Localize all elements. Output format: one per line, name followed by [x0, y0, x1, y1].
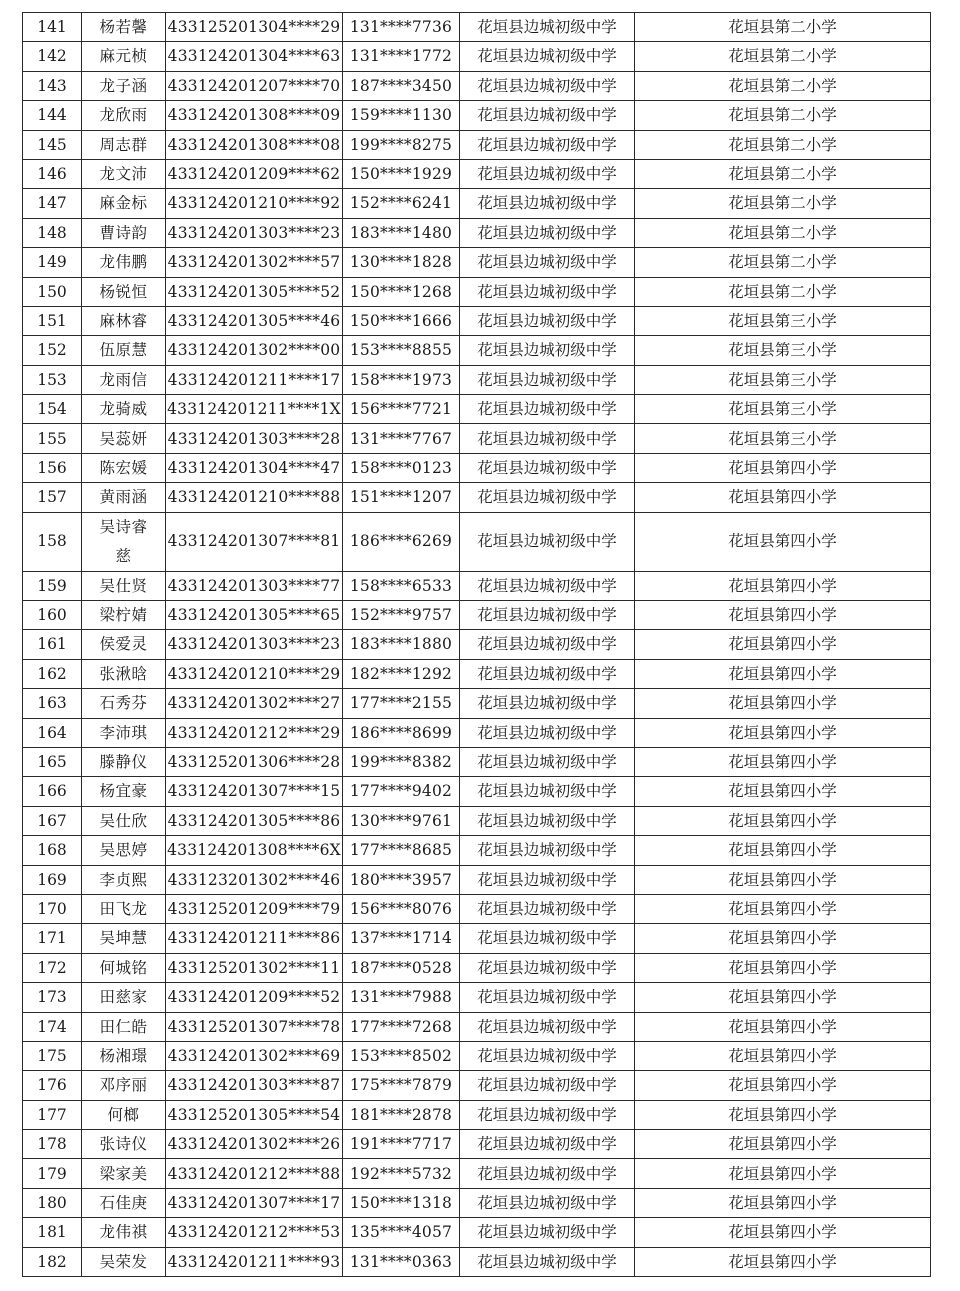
middle-school-cell: 花垣县边城初级中学: [460, 512, 635, 571]
middle-school-cell: 花垣县边城初级中学: [460, 101, 635, 130]
middle-school-cell: 花垣县边城初级中学: [460, 983, 635, 1012]
table-row: [23, 424, 931, 453]
table-row: [23, 1130, 931, 1159]
phone-number-cell: 177****2155: [343, 689, 460, 718]
row-number-cell: 146: [23, 159, 82, 188]
id-number-cell: 433125201304****29: [166, 13, 343, 42]
table-row: [23, 512, 931, 571]
table-row: [23, 1012, 931, 1041]
id-number-cell: 433124201307****17: [166, 1188, 343, 1217]
table-row: [23, 1071, 931, 1100]
student-name-cell: 田慈家: [82, 983, 166, 1012]
id-number-cell: 433124201305****65: [166, 601, 343, 630]
id-number-cell: 433124201305****46: [166, 306, 343, 335]
phone-number-cell: 177****7268: [343, 1012, 460, 1041]
id-number-cell: 433124201303****77: [166, 571, 343, 600]
table-row: [23, 1159, 931, 1188]
table-row: [23, 248, 931, 277]
row-number-cell: 162: [23, 659, 82, 688]
primary-school-cell: 花垣县第四小学: [635, 630, 931, 659]
middle-school-cell: 花垣县边城初级中学: [460, 924, 635, 953]
id-number-cell: 433124201211****17: [166, 365, 343, 394]
row-number-cell: 165: [23, 747, 82, 776]
id-number-cell: 433124201308****09: [166, 101, 343, 130]
student-name-cell: 石佳庚: [82, 1188, 166, 1217]
primary-school-cell: 花垣县第四小学: [635, 571, 931, 600]
id-number-cell: 433124201210****92: [166, 189, 343, 218]
table-row: [23, 159, 931, 188]
row-number-cell: 166: [23, 777, 82, 806]
table-row: [23, 865, 931, 894]
primary-school-cell: 花垣县第四小学: [635, 689, 931, 718]
middle-school-cell: 花垣县边城初级中学: [460, 894, 635, 923]
phone-number-cell: 192****5732: [343, 1159, 460, 1188]
middle-school-cell: 花垣县边城初级中学: [460, 453, 635, 482]
id-number-cell: 433124201209****52: [166, 983, 343, 1012]
row-number-cell: 170: [23, 894, 82, 923]
middle-school-cell: 花垣县边城初级中学: [460, 424, 635, 453]
row-number-cell: 159: [23, 571, 82, 600]
student-name-cell: 吴仕贤: [82, 571, 166, 600]
row-number-cell: 167: [23, 806, 82, 835]
id-number-cell: 433124201304****63: [166, 42, 343, 71]
middle-school-cell: 花垣县边城初级中学: [460, 1041, 635, 1070]
phone-number-cell: 183****1480: [343, 218, 460, 247]
id-number-cell: 433124201305****52: [166, 277, 343, 306]
student-name-cell: 石秀芬: [82, 689, 166, 718]
student-name-cell: 吴诗睿慈: [82, 512, 166, 571]
table-row: [23, 924, 931, 953]
row-number-cell: 149: [23, 248, 82, 277]
phone-number-cell: 150****1666: [343, 306, 460, 335]
primary-school-cell: 花垣县第二小学: [635, 277, 931, 306]
table-row: [23, 1100, 931, 1129]
phone-number-cell: 158****6533: [343, 571, 460, 600]
middle-school-cell: 花垣县边城初级中学: [460, 836, 635, 865]
table-row: [23, 1188, 931, 1217]
table-row: [23, 747, 931, 776]
row-number-cell: 176: [23, 1071, 82, 1100]
row-number-cell: 161: [23, 630, 82, 659]
middle-school-cell: 花垣县边城初级中学: [460, 159, 635, 188]
id-number-cell: 433123201302****46: [166, 865, 343, 894]
student-name-cell: 吴蕊妍: [82, 424, 166, 453]
row-number-cell: 151: [23, 306, 82, 335]
row-number-cell: 147: [23, 189, 82, 218]
id-number-cell: 433124201210****88: [166, 483, 343, 512]
phone-number-cell: 177****8685: [343, 836, 460, 865]
table-row: [23, 777, 931, 806]
student-name-cell: 何榔: [82, 1100, 166, 1129]
middle-school-cell: 花垣县边城初级中学: [460, 718, 635, 747]
id-number-cell: 433125201209****79: [166, 894, 343, 923]
phone-number-cell: 199****8275: [343, 130, 460, 159]
id-number-cell: 433124201212****53: [166, 1218, 343, 1247]
phone-number-cell: 131****7988: [343, 983, 460, 1012]
primary-school-cell: 花垣县第四小学: [635, 483, 931, 512]
phone-number-cell: 153****8502: [343, 1041, 460, 1070]
phone-number-cell: 152****9757: [343, 601, 460, 630]
row-number-cell: 157: [23, 483, 82, 512]
row-number-cell: 171: [23, 924, 82, 953]
primary-school-cell: 花垣县第二小学: [635, 189, 931, 218]
primary-school-cell: 花垣县第四小学: [635, 1130, 931, 1159]
row-number-cell: 177: [23, 1100, 82, 1129]
middle-school-cell: 花垣县边城初级中学: [460, 1247, 635, 1276]
primary-school-cell: 花垣县第三小学: [635, 365, 931, 394]
id-number-cell: 433124201307****81: [166, 512, 343, 571]
id-number-cell: 433125201302****11: [166, 953, 343, 982]
id-number-cell: 433124201305****86: [166, 806, 343, 835]
student-name-cell: 李沛琪: [82, 718, 166, 747]
table-row: [23, 1247, 931, 1276]
primary-school-cell: 花垣县第二小学: [635, 248, 931, 277]
student-table-body: [23, 13, 931, 1277]
middle-school-cell: 花垣县边城初级中学: [460, 483, 635, 512]
student-name-cell: 何城铭: [82, 953, 166, 982]
id-number-cell: 433124201303****23: [166, 218, 343, 247]
primary-school-cell: 花垣县第二小学: [635, 130, 931, 159]
id-number-cell: 433124201304****47: [166, 453, 343, 482]
phone-number-cell: 183****1880: [343, 630, 460, 659]
row-number-cell: 154: [23, 395, 82, 424]
table-row: [23, 218, 931, 247]
id-number-cell: 433124201302****00: [166, 336, 343, 365]
student-name-cell: 陈宏媛: [82, 453, 166, 482]
phone-number-cell: 153****8855: [343, 336, 460, 365]
middle-school-cell: 花垣县边城初级中学: [460, 1100, 635, 1129]
id-number-cell: 433125201305****54: [166, 1100, 343, 1129]
middle-school-cell: 花垣县边城初级中学: [460, 1071, 635, 1100]
student-table: [22, 12, 931, 1277]
phone-number-cell: 199****8382: [343, 747, 460, 776]
row-number-cell: 181: [23, 1218, 82, 1247]
phone-number-cell: 150****1268: [343, 277, 460, 306]
primary-school-cell: 花垣县第四小学: [635, 924, 931, 953]
id-number-cell: 433125201306****28: [166, 747, 343, 776]
id-number-cell: 433124201212****29: [166, 718, 343, 747]
table-row: [23, 101, 931, 130]
middle-school-cell: 花垣县边城初级中学: [460, 630, 635, 659]
id-number-cell: 433124201303****87: [166, 1071, 343, 1100]
id-number-cell: 433124201302****69: [166, 1041, 343, 1070]
student-list-sheet: [22, 12, 930, 1277]
student-name-cell: 龙欣雨: [82, 101, 166, 130]
row-number-cell: 169: [23, 865, 82, 894]
primary-school-cell: 花垣县第四小学: [635, 1071, 931, 1100]
id-number-cell: 433124201308****08: [166, 130, 343, 159]
primary-school-cell: 花垣县第四小学: [635, 718, 931, 747]
middle-school-cell: 花垣县边城初级中学: [460, 1130, 635, 1159]
middle-school-cell: 花垣县边城初级中学: [460, 1218, 635, 1247]
table-row: [23, 71, 931, 100]
primary-school-cell: 花垣县第三小学: [635, 336, 931, 365]
middle-school-cell: 花垣县边城初级中学: [460, 189, 635, 218]
table-row: [23, 894, 931, 923]
primary-school-cell: 花垣县第四小学: [635, 806, 931, 835]
id-number-cell: 433124201303****23: [166, 630, 343, 659]
middle-school-cell: 花垣县边城初级中学: [460, 659, 635, 688]
row-number-cell: 164: [23, 718, 82, 747]
row-number-cell: 163: [23, 689, 82, 718]
student-name-cell: 张湫晗: [82, 659, 166, 688]
primary-school-cell: 花垣县第四小学: [635, 1218, 931, 1247]
student-name-cell: 龙雨信: [82, 365, 166, 394]
phone-number-cell: 130****9761: [343, 806, 460, 835]
phone-number-cell: 156****7721: [343, 395, 460, 424]
row-number-cell: 150: [23, 277, 82, 306]
table-row: [23, 336, 931, 365]
primary-school-cell: 花垣县第二小学: [635, 218, 931, 247]
student-name-cell: 麻元桢: [82, 42, 166, 71]
primary-school-cell: 花垣县第四小学: [635, 953, 931, 982]
table-row: [23, 836, 931, 865]
primary-school-cell: 花垣县第四小学: [635, 601, 931, 630]
table-row: [23, 130, 931, 159]
student-name-cell: 杨若馨: [82, 13, 166, 42]
primary-school-cell: 花垣县第四小学: [635, 777, 931, 806]
row-number-cell: 148: [23, 218, 82, 247]
table-row: [23, 306, 931, 335]
middle-school-cell: 花垣县边城初级中学: [460, 277, 635, 306]
row-number-cell: 153: [23, 365, 82, 394]
id-number-cell: 433124201211****93: [166, 1247, 343, 1276]
id-number-cell: 433124201302****57: [166, 248, 343, 277]
id-number-cell: 433124201308****6X: [166, 836, 343, 865]
student-name-cell: 伍原慧: [82, 336, 166, 365]
student-name-cell: 滕静仪: [82, 747, 166, 776]
student-name-cell: 吴思婷: [82, 836, 166, 865]
middle-school-cell: 花垣县边城初级中学: [460, 1188, 635, 1217]
phone-number-cell: 158****0123: [343, 453, 460, 482]
student-name-cell: 杨湘璟: [82, 1041, 166, 1070]
id-number-cell: 433124201209****62: [166, 159, 343, 188]
id-number-cell: 433124201303****28: [166, 424, 343, 453]
row-number-cell: 144: [23, 101, 82, 130]
phone-number-cell: 152****6241: [343, 189, 460, 218]
student-name-cell: 龙子涵: [82, 71, 166, 100]
phone-number-cell: 186****8699: [343, 718, 460, 747]
student-name-cell: 邓序丽: [82, 1071, 166, 1100]
student-name-cell: 杨锐恒: [82, 277, 166, 306]
id-number-cell: 433124201207****70: [166, 71, 343, 100]
student-name-cell: 田飞龙: [82, 894, 166, 923]
table-row: [23, 42, 931, 71]
primary-school-cell: 花垣县第四小学: [635, 1041, 931, 1070]
primary-school-cell: 花垣县第四小学: [635, 747, 931, 776]
middle-school-cell: 花垣县边城初级中学: [460, 306, 635, 335]
middle-school-cell: 花垣县边城初级中学: [460, 395, 635, 424]
table-row: [23, 395, 931, 424]
phone-number-cell: 130****1828: [343, 248, 460, 277]
row-number-cell: 175: [23, 1041, 82, 1070]
student-name-cell: 龙伟祺: [82, 1218, 166, 1247]
primary-school-cell: 花垣县第二小学: [635, 159, 931, 188]
row-number-cell: 152: [23, 336, 82, 365]
row-number-cell: 141: [23, 13, 82, 42]
student-name-cell: 龙骑威: [82, 395, 166, 424]
table-row: [23, 601, 931, 630]
student-name-cell: 麻金标: [82, 189, 166, 218]
primary-school-cell: 花垣县第四小学: [635, 453, 931, 482]
row-number-cell: 145: [23, 130, 82, 159]
primary-school-cell: 花垣县第二小学: [635, 101, 931, 130]
primary-school-cell: 花垣县第三小学: [635, 306, 931, 335]
middle-school-cell: 花垣县边城初级中学: [460, 865, 635, 894]
row-number-cell: 142: [23, 42, 82, 71]
id-number-cell: 433124201212****88: [166, 1159, 343, 1188]
id-number-cell: 433124201307****15: [166, 777, 343, 806]
row-number-cell: 182: [23, 1247, 82, 1276]
student-name-cell: 杨宜豪: [82, 777, 166, 806]
primary-school-cell: 花垣县第四小学: [635, 983, 931, 1012]
phone-number-cell: 131****7767: [343, 424, 460, 453]
student-name-cell: 麻林睿: [82, 306, 166, 335]
primary-school-cell: 花垣县第二小学: [635, 13, 931, 42]
phone-number-cell: 182****1292: [343, 659, 460, 688]
phone-number-cell: 187****0528: [343, 953, 460, 982]
table-row: [23, 189, 931, 218]
phone-number-cell: 186****6269: [343, 512, 460, 571]
middle-school-cell: 花垣县边城初级中学: [460, 365, 635, 394]
student-name-cell: 梁家美: [82, 1159, 166, 1188]
primary-school-cell: 花垣县第四小学: [635, 1247, 931, 1276]
table-row: [23, 1218, 931, 1247]
student-name-cell: 吴荣发: [82, 1247, 166, 1276]
middle-school-cell: 花垣县边城初级中学: [460, 13, 635, 42]
middle-school-cell: 花垣县边城初级中学: [460, 777, 635, 806]
row-number-cell: 156: [23, 453, 82, 482]
phone-number-cell: 175****7879: [343, 1071, 460, 1100]
primary-school-cell: 花垣县第四小学: [635, 512, 931, 571]
phone-number-cell: 180****3957: [343, 865, 460, 894]
phone-number-cell: 131****1772: [343, 42, 460, 71]
phone-number-cell: 156****8076: [343, 894, 460, 923]
phone-number-cell: 150****1929: [343, 159, 460, 188]
row-number-cell: 174: [23, 1012, 82, 1041]
row-number-cell: 158: [23, 512, 82, 571]
table-row: [23, 953, 931, 982]
middle-school-cell: 花垣县边城初级中学: [460, 248, 635, 277]
row-number-cell: 178: [23, 1130, 82, 1159]
phone-number-cell: 131****7736: [343, 13, 460, 42]
student-name-cell: 龙文沛: [82, 159, 166, 188]
phone-number-cell: 151****1207: [343, 483, 460, 512]
primary-school-cell: 花垣县第四小学: [635, 1159, 931, 1188]
middle-school-cell: 花垣县边城初级中学: [460, 218, 635, 247]
middle-school-cell: 花垣县边城初级中学: [460, 571, 635, 600]
row-number-cell: 173: [23, 983, 82, 1012]
primary-school-cell: 花垣县第二小学: [635, 71, 931, 100]
middle-school-cell: 花垣县边城初级中学: [460, 42, 635, 71]
row-number-cell: 179: [23, 1159, 82, 1188]
primary-school-cell: 花垣县第四小学: [635, 894, 931, 923]
student-name-cell: 梁柠婧: [82, 601, 166, 630]
table-row: [23, 571, 931, 600]
student-name-cell: 田仁皓: [82, 1012, 166, 1041]
table-row: [23, 806, 931, 835]
id-number-cell: 433124201210****29: [166, 659, 343, 688]
middle-school-cell: 花垣县边城初级中学: [460, 1159, 635, 1188]
student-name-cell: 曹诗韵: [82, 218, 166, 247]
table-row: [23, 453, 931, 482]
table-row: [23, 689, 931, 718]
student-name-cell: 黄雨涵: [82, 483, 166, 512]
id-number-cell: 433124201211****86: [166, 924, 343, 953]
phone-number-cell: 158****1973: [343, 365, 460, 394]
primary-school-cell: 花垣县第四小学: [635, 1012, 931, 1041]
phone-number-cell: 177****9402: [343, 777, 460, 806]
primary-school-cell: 花垣县第三小学: [635, 424, 931, 453]
primary-school-cell: 花垣县第二小学: [635, 42, 931, 71]
middle-school-cell: 花垣县边城初级中学: [460, 806, 635, 835]
primary-school-cell: 花垣县第四小学: [635, 1100, 931, 1129]
primary-school-cell: 花垣县第三小学: [635, 395, 931, 424]
table-row: [23, 983, 931, 1012]
primary-school-cell: 花垣县第四小学: [635, 836, 931, 865]
table-row: [23, 1041, 931, 1070]
phone-number-cell: 135****4057: [343, 1218, 460, 1247]
student-name-cell: 周志群: [82, 130, 166, 159]
row-number-cell: 168: [23, 836, 82, 865]
table-row: [23, 483, 931, 512]
middle-school-cell: 花垣县边城初级中学: [460, 953, 635, 982]
phone-number-cell: 187****3450: [343, 71, 460, 100]
id-number-cell: 433124201211****1X: [166, 395, 343, 424]
row-number-cell: 143: [23, 71, 82, 100]
middle-school-cell: 花垣县边城初级中学: [460, 689, 635, 718]
row-number-cell: 160: [23, 601, 82, 630]
middle-school-cell: 花垣县边城初级中学: [460, 71, 635, 100]
primary-school-cell: 花垣县第四小学: [635, 659, 931, 688]
primary-school-cell: 花垣县第四小学: [635, 1188, 931, 1217]
middle-school-cell: 花垣县边城初级中学: [460, 336, 635, 365]
id-number-cell: 433125201307****78: [166, 1012, 343, 1041]
phone-number-cell: 181****2878: [343, 1100, 460, 1129]
student-name-cell: 龙伟鹏: [82, 248, 166, 277]
middle-school-cell: 花垣县边城初级中学: [460, 1012, 635, 1041]
id-number-cell: 433124201302****27: [166, 689, 343, 718]
middle-school-cell: 花垣县边城初级中学: [460, 747, 635, 776]
table-row: [23, 365, 931, 394]
student-name-cell: 吴坤慧: [82, 924, 166, 953]
middle-school-cell: 花垣县边城初级中学: [460, 130, 635, 159]
student-name-cell: 张诗仪: [82, 1130, 166, 1159]
table-row: [23, 718, 931, 747]
primary-school-cell: 花垣县第四小学: [635, 865, 931, 894]
row-number-cell: 155: [23, 424, 82, 453]
student-name-cell: 李贞熙: [82, 865, 166, 894]
table-row: [23, 659, 931, 688]
table-row: [23, 277, 931, 306]
middle-school-cell: 花垣县边城初级中学: [460, 601, 635, 630]
student-name-cell: 吴仕欣: [82, 806, 166, 835]
phone-number-cell: 191****7717: [343, 1130, 460, 1159]
student-name-cell: 侯爱灵: [82, 630, 166, 659]
phone-number-cell: 131****0363: [343, 1247, 460, 1276]
row-number-cell: 180: [23, 1188, 82, 1217]
table-row: [23, 630, 931, 659]
phone-number-cell: 159****1130: [343, 101, 460, 130]
phone-number-cell: 137****1714: [343, 924, 460, 953]
phone-number-cell: 150****1318: [343, 1188, 460, 1217]
row-number-cell: 172: [23, 953, 82, 982]
id-number-cell: 433124201302****26: [166, 1130, 343, 1159]
table-row: [23, 13, 931, 42]
